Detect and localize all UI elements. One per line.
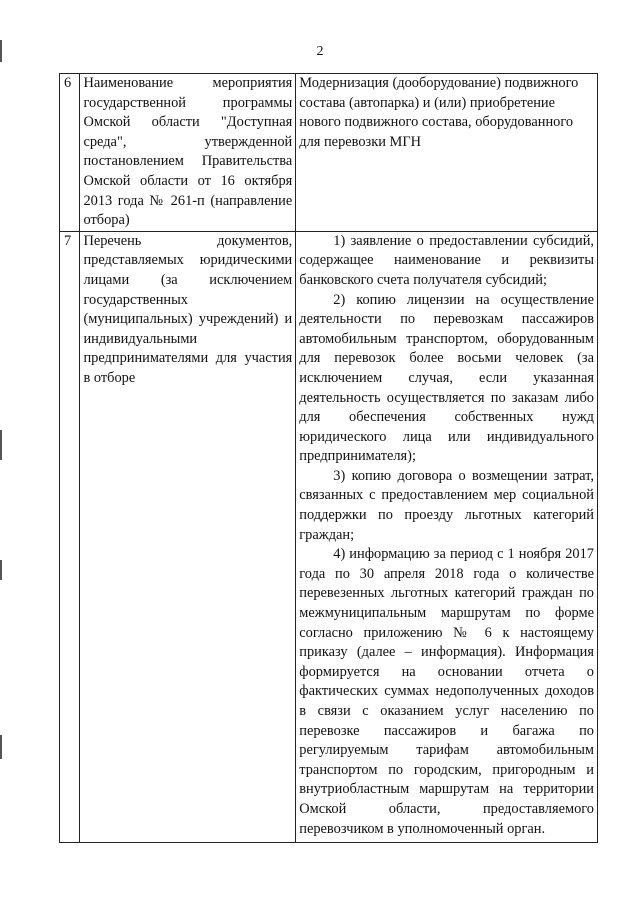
document-list-item: 1) заявление о предоставлении субсидий, содержащее наименование и реквизиты банковского счета получателя субсидий; — [299, 232, 594, 288]
row-label: Перечень документов, представляемых юридическими лицами (за исключением государственных (муниципальных) учреждений) и индивидуальными предпринимателями для участия в отборе — [80, 231, 296, 842]
table-row — [60, 74, 598, 232]
row-content — [296, 231, 598, 842]
scan-edge-mark — [0, 735, 2, 759]
document-list-item: 2) копию лицензии на осуществление деятельности по перевозкам пассажиров автомобильным транспортом, оборудованным для перевозок более восьми человек (за исключением случая, если указанная деятельность осуществляется по заказам либо для обеспечения собственных нужд юридического лица или индивидуального предпринимателя); — [299, 291, 594, 465]
document-list-item: 4) информацию за период с 1 ноября 2017 года по 30 апреля 2018 года о количестве перевезенных льготных категорий граждан по межмуниципальным маршрутам по форме согласно приложению № 6 к настоящему приказу (далее – информация). Информация формируется на основании отчета о фактических суммах недополученных доходов в связи с оказанием услуг населению по перевозке пассажиров и багажа по регулируемым тарифам автомобильным транспортом по городским, пригородным и внутриобластным маршрутам на территории Омской области, предоставляемого перевозчиком в уполномоченный орган. — [299, 546, 594, 837]
row-content: Модернизация (дооборудование) подвижного состава (автопарка) и (или) приобретение нового подвижного состава, оборудованного для перевозки МГН — [296, 74, 598, 232]
page-number: 2 — [316, 44, 324, 59]
table-row — [60, 231, 598, 842]
document-table — [59, 73, 598, 843]
scan-edge-mark — [0, 40, 2, 62]
scan-edge-mark — [0, 430, 2, 460]
document-list-item: 3) копию договора о возмещении затрат, связанных с предоставлением мер социальной поддержки по проезду льготных категорий граждан; — [299, 467, 594, 543]
scan-edge-mark — [0, 560, 2, 580]
row-number: 6 — [60, 74, 80, 232]
row-number: 7 — [60, 231, 80, 842]
row-label: Наименование мероприятия государственной программы Омской области "Доступная среда", утвержденной постановлением Правительства Омской области от 16 октября 2013 года № 261-п (направление отбора) — [80, 74, 296, 232]
